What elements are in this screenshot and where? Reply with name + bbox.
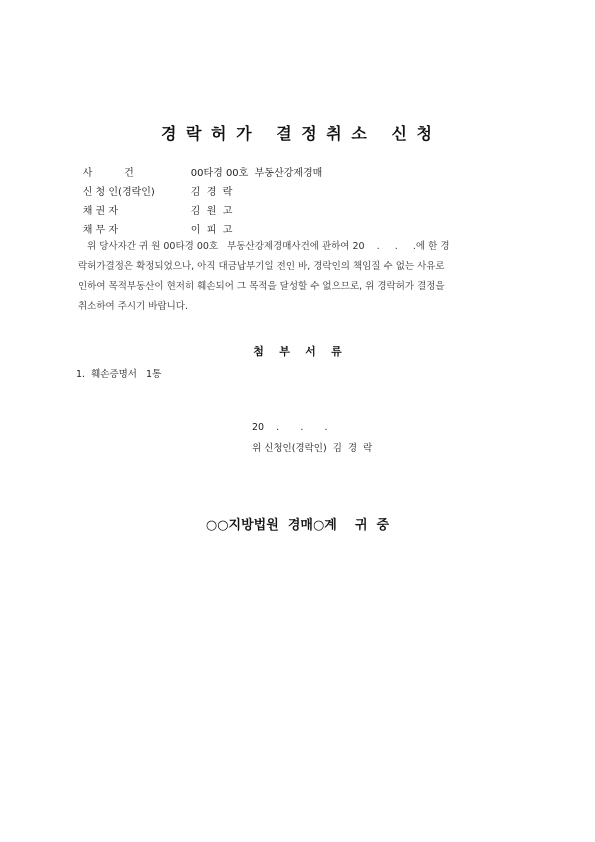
- document-title: 경 락 허 가 결 정 취 소 신 청: [161, 124, 434, 143]
- creditor-label: 채 권 자: [82, 206, 119, 217]
- applicant-label: 신 청 인(경락인): [82, 187, 155, 198]
- filing-date: 20 . . .: [252, 422, 328, 433]
- court-addressee: ○○지방법원 경매○계 귀 중: [205, 518, 390, 533]
- debtor-label: 채 무 자: [82, 225, 119, 236]
- case-info: [70, 145, 323, 236]
- body-line: 인하여 목적부동산이 현저히 훼손되어 그 목적을 달성할 수 없으므로, 위 경락허가 결정을: [78, 281, 445, 292]
- creditor-value: 김 원 고: [190, 206, 233, 217]
- body-line: 취소하여 주시기 바랍니다.: [78, 301, 189, 312]
- debtor-value: 이 피 고: [190, 225, 233, 236]
- case-info-row-case: [70, 145, 323, 179]
- body-line: 락허가결정은 확정되었으나, 아직 대금납부기일 전인 바, 경락인의 책임질 수 없는 사유로: [78, 261, 445, 272]
- case-value: 00타경 00호 부동산강제경매: [190, 168, 323, 179]
- attachments-heading: 첨 부 서 류: [253, 345, 342, 358]
- body-line: 위 당사자간 귀 원 00타경 00호 부동산강제경매사건에 관하여 20 . . .에 한 경: [78, 241, 450, 252]
- applicant-value: 김 경 락: [190, 187, 233, 198]
- request-body: [78, 237, 518, 317]
- attachment-item: 1. 훼손증명서 1통: [76, 369, 162, 380]
- applicant-signature: 위 신청인(경락인) 김 경 락: [252, 443, 373, 454]
- case-label: 사 건: [82, 168, 134, 179]
